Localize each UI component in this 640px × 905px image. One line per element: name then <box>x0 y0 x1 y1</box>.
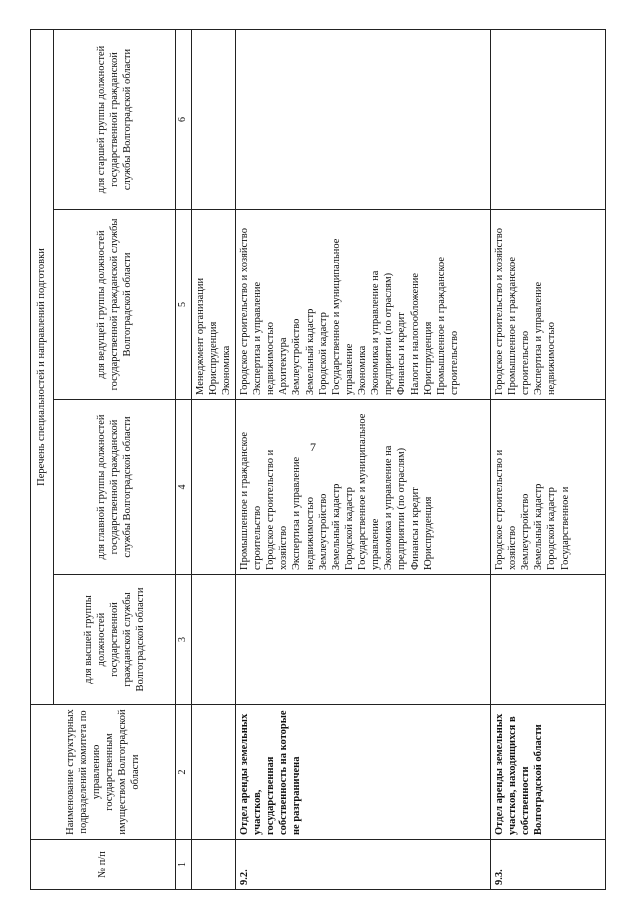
list-item: Менеджмент организации <box>194 277 206 395</box>
col-number: 1 <box>176 840 192 890</box>
row-0-highest <box>235 575 490 705</box>
list-item: Экономика и управление на предприятии (по отраслям) <box>383 445 408 570</box>
col-number: 4 <box>176 400 192 575</box>
column-number-row <box>176 29 192 889</box>
list-item: Городское строительство и хозяйство <box>238 228 250 395</box>
col-number: 6 <box>176 29 192 209</box>
row-0-num: 9.2. <box>235 840 490 890</box>
row-0-main <box>235 400 490 575</box>
row-0-leading <box>235 210 490 400</box>
row-0-senior <box>235 29 490 209</box>
row-1-senior <box>490 29 605 209</box>
header-num: № п/п <box>31 840 176 890</box>
row-1-highest <box>490 575 605 705</box>
list-item: Экономика и управление на предприятии (по отраслям) <box>370 270 395 395</box>
list-item: Городской кадастр <box>317 312 329 395</box>
spacer-row <box>191 29 235 889</box>
row-1-main <box>490 400 605 575</box>
rotated-table-sheet <box>30 10 610 890</box>
list-item: Землеустройство <box>291 318 303 395</box>
list-item: Земельный кадастр <box>533 483 545 570</box>
header-senior: для старшей группы должностей государственной гражданской службы Волгоградской области <box>54 29 176 209</box>
header-main: для главной группы должностей государственной гражданской службы Волгоградской области <box>54 400 176 575</box>
list-item: Городское строительство и хозяйство <box>265 449 290 570</box>
row-1-leading <box>490 210 605 400</box>
row-1-num: 9.3. <box>490 840 605 890</box>
table-row <box>235 29 490 889</box>
list-item: Промышленное и гражданское строительство <box>238 431 263 570</box>
list-item: Промышленное и гражданское строительство <box>507 256 532 395</box>
list-item: Государственное и муниципальное управление <box>330 238 355 395</box>
list-item: Экспертиза и управление недвижимостью <box>291 456 316 570</box>
list-item: Земельный кадастр <box>304 308 316 395</box>
list-item: Экономика <box>220 345 232 395</box>
list-item: Городской кадастр <box>546 487 558 570</box>
list-item: Экспертиза и управление недвижимостью <box>533 281 558 395</box>
header-leading: для ведущей группы должностей государственной гражданской службы Волгоградской области <box>54 210 176 400</box>
list-item: Экспертиза и управление недвижимостью <box>252 281 277 395</box>
row-0-leading-top <box>191 210 235 400</box>
specialties-table <box>30 29 606 890</box>
list-item: Финансы и кредит <box>396 312 408 395</box>
list-item: Юриспруденция <box>422 496 434 570</box>
page-number: 7 <box>310 440 316 454</box>
list-item: Государственное и <box>559 486 571 570</box>
list-item: Городское строительство и хозяйство <box>493 449 518 570</box>
table-row <box>490 29 605 889</box>
row-1-name: Отдел аренды земельных участков, находящихся в собственности Волгоградской области <box>490 705 605 840</box>
col-number: 5 <box>176 210 192 400</box>
list-item: Промышленное и гражданское строительство <box>435 256 460 395</box>
list-item: Городской кадастр <box>343 487 355 570</box>
list-item: Юриспруденция <box>207 321 219 395</box>
col-number: 3 <box>176 575 192 705</box>
header-group-title: Перечень специальностей и направлений подготовки <box>31 29 54 704</box>
list-item: Финансы и кредит <box>409 487 421 570</box>
list-item: Юриспруденция <box>422 321 434 395</box>
col-number: 2 <box>176 705 192 840</box>
header-highest: для высшей группы должностей государственной гражданской службы Волгоградской области <box>54 575 176 705</box>
row-0-name: Отдел аренды земельных участков, государственная собственность на которые не разграничена <box>235 705 490 840</box>
list-item: Землеустройство <box>520 493 532 570</box>
list-item: Городское строительство и хозяйство <box>493 228 505 395</box>
list-item: Экономика <box>357 345 368 395</box>
list-item: Налоги и налогообложение <box>409 272 421 395</box>
list-item: Архитектура <box>278 337 290 395</box>
list-item: Земельный кадастр <box>330 483 342 570</box>
list-item: Землеустройство <box>317 493 329 570</box>
list-item: Государственное и муниципальное управление <box>357 413 382 570</box>
header-row-1 <box>31 29 54 889</box>
header-name: Наименование структурных подразделений комитета по управлению государственным имуществом Волгоградской области <box>31 705 176 840</box>
